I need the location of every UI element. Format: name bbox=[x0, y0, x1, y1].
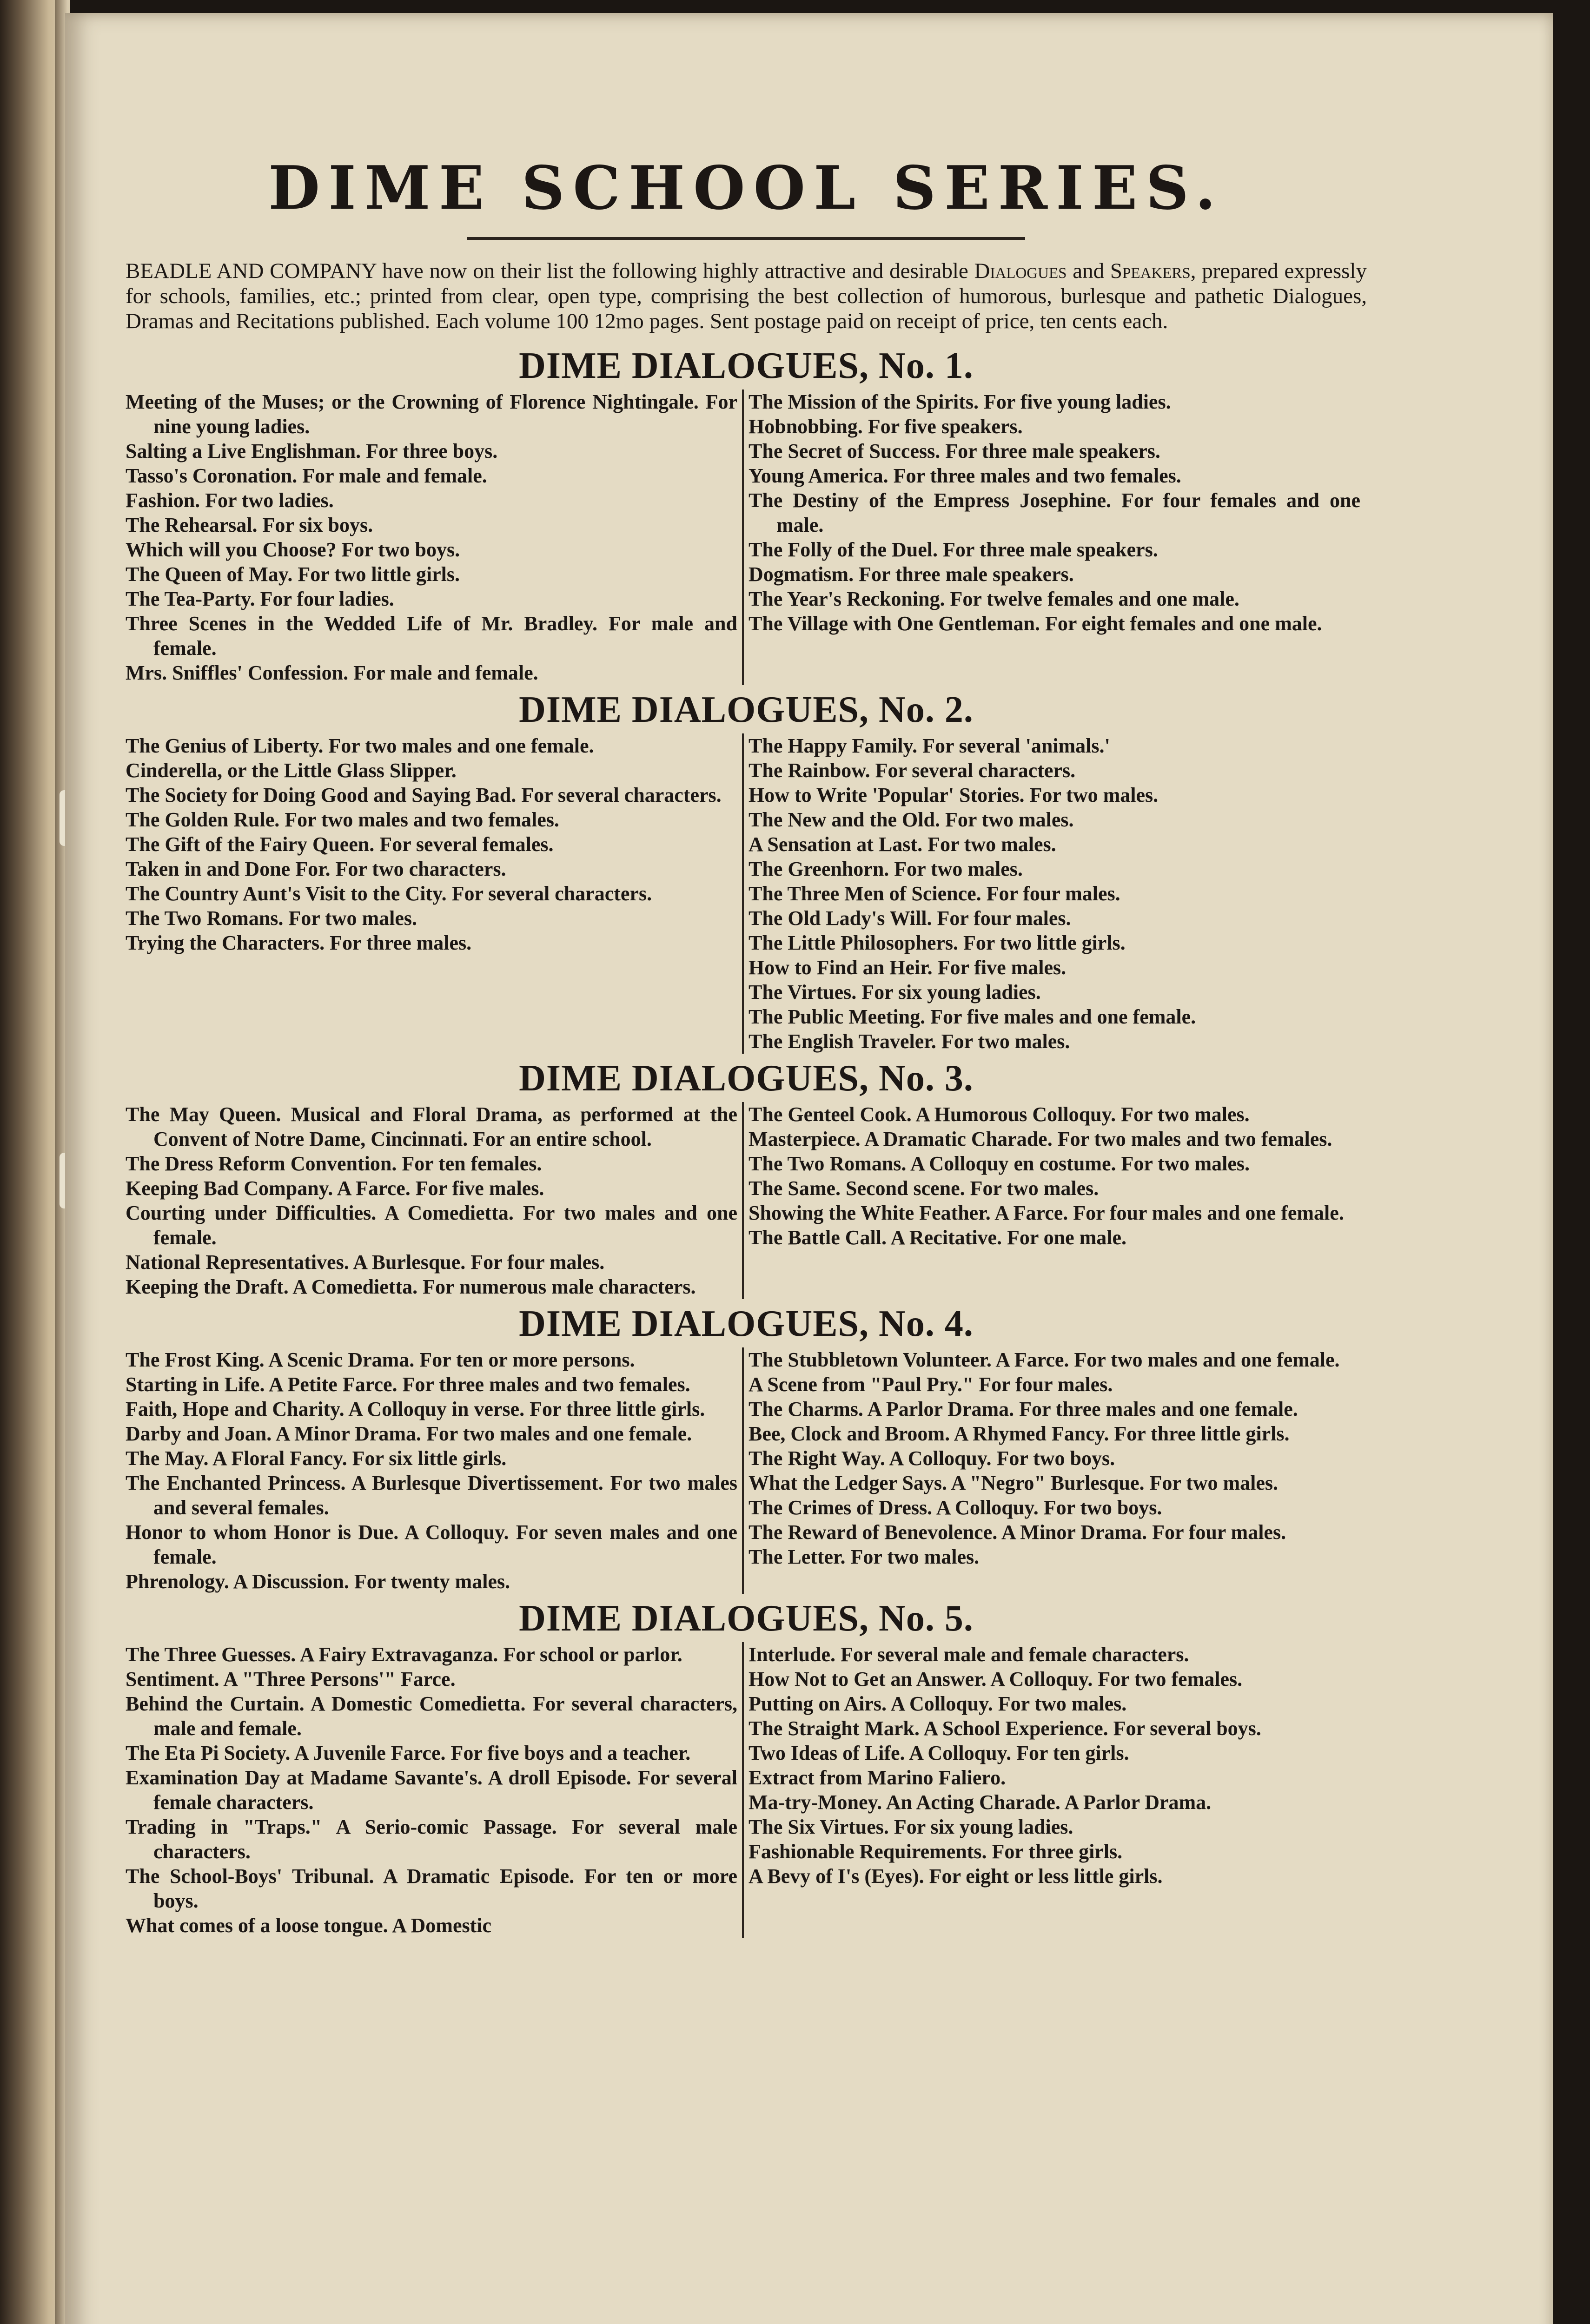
dialogue-entry: Starting in Life. A Petite Farce. For three males and two females. bbox=[126, 1373, 690, 1396]
dialogue-entry: The Rehearsal. For six boys. bbox=[126, 514, 373, 536]
dialogue-entry: Meeting of the Muses; or the Crowning of Florence Nightingale. For nine young ladies. bbox=[126, 390, 737, 438]
dialogue-entry: Examination Day at Madame Savante's. A droll Episode. For several female characters. bbox=[126, 1766, 737, 1814]
page-content bbox=[126, 149, 1367, 1938]
dialogue-entry: Two Ideas of Life. A Colloquy. For ten girls. bbox=[749, 1742, 1129, 1764]
dialogue-entry: The Crimes of Dress. A Colloquy. For two boys. bbox=[749, 1496, 1162, 1519]
dialogue-entry: The Enchanted Princess. A Burlesque Divertissement. For two males and several females. bbox=[126, 1472, 737, 1519]
dialogue-entry: The Genteel Cook. A Humorous Colloquy. For two males. bbox=[749, 1103, 1250, 1126]
dialogue-entry: A Sensation at Last. For two males. bbox=[749, 833, 1056, 856]
dialogue-entry: The Three Men of Science. For four males. bbox=[749, 882, 1120, 905]
intro-paragraph bbox=[126, 258, 1367, 334]
dialogue-entry: The Same. Second scene. For two males. bbox=[749, 1177, 1099, 1200]
dialogue-entry: The Public Meeting. For five males and one female. bbox=[749, 1005, 1196, 1028]
right-column bbox=[742, 390, 1360, 685]
right-column bbox=[742, 1102, 1360, 1299]
dialogue-entry: The Battle Call. A Recitative. For one male. bbox=[749, 1226, 1127, 1249]
dialogue-entry: The Queen of May. For two little girls. bbox=[126, 563, 460, 586]
dialogue-entry: The Secret of Success. For three male speakers. bbox=[749, 440, 1160, 462]
left-column bbox=[126, 1347, 742, 1594]
dialogue-entry: The Folly of the Duel. For three male speakers. bbox=[749, 538, 1158, 561]
dialogue-entry: Tasso's Coronation. For male and female. bbox=[126, 464, 487, 487]
dialogue-entry: The Straight Mark. A School Experience. For several boys. bbox=[749, 1717, 1261, 1740]
dialogue-entry: A Scene from "Paul Pry." For four males. bbox=[749, 1373, 1113, 1396]
dialogue-entry: The May. A Floral Fancy. For six little girls. bbox=[126, 1447, 507, 1470]
dialogue-entry: Behind the Curtain. A Domestic Comedietta. For several characters, male and female. bbox=[126, 1692, 737, 1740]
dialogue-entry: Darby and Joan. A Minor Drama. For two males and one female. bbox=[126, 1422, 692, 1445]
dialogue-entry: The Three Guesses. A Fairy Extravaganza. For school or parlor. bbox=[126, 1643, 682, 1666]
dialogue-entry: The Golden Rule. For two males and two females. bbox=[126, 808, 559, 831]
dialogue-entry: Salting a Live Englishman. For three boys. bbox=[126, 440, 498, 462]
dialogue-entry: The Six Virtues. For six young ladies. bbox=[749, 1816, 1073, 1838]
dialogue-entry: Hobnobbing. For five speakers. bbox=[749, 415, 1023, 438]
dialogue-entry: The Genius of Liberty. For two males and one female. bbox=[126, 734, 594, 757]
two-column-list bbox=[126, 1347, 1367, 1594]
dialogue-entry: The Stubbletown Volunteer. A Farce. For two males and one female. bbox=[749, 1348, 1340, 1371]
intro-speakers: Speakers bbox=[1110, 259, 1191, 283]
dialogue-entry: Trading in "Traps." A Serio-comic Passage. For several male characters. bbox=[126, 1816, 737, 1863]
dialogue-entry: The Village with One Gentleman. For eight females and one male. bbox=[749, 612, 1322, 635]
dialogue-entry: The Mission of the Spirits. For five young ladies. bbox=[749, 390, 1171, 413]
dialogue-entry: The School-Boys' Tribunal. A Dramatic Episode. For ten or more boys. bbox=[126, 1865, 737, 1912]
dialogue-entry: A Bevy of I's (Eyes). For eight or less little girls. bbox=[749, 1865, 1163, 1888]
dialogue-entry: The English Traveler. For two males. bbox=[749, 1030, 1070, 1053]
dialogue-entry: Faith, Hope and Charity. A Colloquy in verse. For three little girls. bbox=[126, 1398, 705, 1420]
dialogue-entry: The Tea-Party. For four ladies. bbox=[126, 588, 394, 610]
intro-text-c: , prepared expressly for schools, families, etc.; printed from clear, open type, comprising the best collection of humorous, burlesque and pathetic Dialogues, Dramas and Recitations published. Each volume 100 12mo pages. Sent postage paid on receipt of price, ten cents each. bbox=[126, 259, 1367, 333]
dialogue-entry: Taken in and Done For. For two characters. bbox=[126, 858, 506, 880]
dialogue-entry: Young America. For three males and two females. bbox=[749, 464, 1181, 487]
left-column bbox=[126, 1642, 742, 1938]
two-column-list bbox=[126, 733, 1367, 1054]
dialogue-entry: The Society for Doing Good and Saying Bad. For several characters. bbox=[126, 784, 722, 806]
dialogue-entry: The Gift of the Fairy Queen. For several females. bbox=[126, 833, 554, 856]
dialogue-entry: Keeping Bad Company. A Farce. For five males. bbox=[126, 1177, 544, 1200]
dialogue-entry: Phrenology. A Discussion. For twenty males. bbox=[126, 1570, 510, 1593]
dialogue-entry: The May Queen. Musical and Floral Drama, as performed at the Convent of Notre Dame, Cincinnati. For an entire school. bbox=[126, 1103, 737, 1150]
dialogue-entry: Extract from Marino Faliero. bbox=[749, 1766, 1006, 1789]
intro-dialogues: Dialogues bbox=[974, 259, 1067, 283]
dialogue-entry: Dogmatism. For three male speakers. bbox=[749, 563, 1074, 586]
dialogue-entry: Sentiment. A "Three Persons'" Farce. bbox=[126, 1668, 456, 1690]
dialogue-entry: The Frost King. A Scenic Drama. For ten or more persons. bbox=[126, 1348, 635, 1371]
dialogue-entry: Trying the Characters. For three males. bbox=[126, 931, 472, 954]
dialogue-entry: The Greenhorn. For two males. bbox=[749, 858, 1023, 880]
dialogue-entry: The New and the Old. For two males. bbox=[749, 808, 1074, 831]
section-title: DIME DIALOGUES, No. 3. bbox=[519, 1058, 974, 1099]
dialogue-entry: The Eta Pi Society. A Juvenile Farce. For five boys and a teacher. bbox=[126, 1742, 691, 1764]
dialogue-entry: The Old Lady's Will. For four males. bbox=[749, 907, 1071, 930]
dialogue-entry: Ma-try-Money. An Acting Charade. A Parlor Drama. bbox=[749, 1791, 1212, 1814]
dialogue-entry: The Letter. For two males. bbox=[749, 1545, 980, 1568]
dialogue-entry: The Little Philosophers. For two little girls. bbox=[749, 931, 1126, 954]
dialogue-entry: Bee, Clock and Broom. A Rhymed Fancy. For three little girls. bbox=[749, 1422, 1290, 1445]
dialogue-entry: Mrs. Sniffles' Confession. For male and female. bbox=[126, 661, 538, 684]
two-column-list bbox=[126, 390, 1367, 685]
dialogue-entry: Honor to whom Honor is Due. A Colloquy. For seven males and one female. bbox=[126, 1521, 737, 1568]
dialogue-entry: The Reward of Benevolence. A Minor Drama. For four males. bbox=[749, 1521, 1286, 1544]
dialogue-entry: How to Write 'Popular' Stories. For two males. bbox=[749, 784, 1159, 806]
dialogue-entry: How to Find an Heir. For five males. bbox=[749, 956, 1067, 979]
dialogue-entry: Showing the White Feather. A Farce. For four males and one female. bbox=[749, 1202, 1344, 1224]
dialogue-entry: The Rainbow. For several characters. bbox=[749, 759, 1076, 782]
dialogue-entry: What comes of a loose tongue. A Domestic bbox=[126, 1914, 492, 1937]
dialogue-entry: The Country Aunt's Visit to the City. For several characters. bbox=[126, 882, 652, 905]
dialogue-entry: The Virtues. For six young ladies. bbox=[749, 981, 1041, 1004]
section-title: DIME DIALOGUES, No. 2. bbox=[519, 689, 974, 730]
left-column bbox=[126, 390, 742, 685]
dialogue-entry: Courting under Difficulties. A Comedietta. For two males and one female. bbox=[126, 1202, 737, 1249]
page-title: DIME SCHOOL SERIES. bbox=[268, 153, 1224, 223]
left-column bbox=[126, 1102, 742, 1299]
right-column bbox=[742, 1347, 1360, 1594]
section-title: DIME DIALOGUES, No. 5. bbox=[519, 1598, 974, 1639]
dialogue-entry: Fashionable Requirements. For three girls. bbox=[749, 1840, 1123, 1863]
two-column-list bbox=[126, 1642, 1367, 1938]
dialogue-entry: The Dress Reform Convention. For ten females. bbox=[126, 1152, 542, 1175]
right-column bbox=[742, 733, 1360, 1054]
dialogue-entry: The Two Romans. A Colloquy en costume. For two males. bbox=[749, 1152, 1250, 1175]
section-title: DIME DIALOGUES, No. 4. bbox=[519, 1303, 974, 1344]
section-title: DIME DIALOGUES, No. 1. bbox=[519, 345, 974, 386]
dialogue-entry: The Two Romans. For two males. bbox=[126, 907, 417, 930]
dialogue-entry: Putting on Airs. A Colloquy. For two males. bbox=[749, 1692, 1127, 1715]
publisher-name: BEADLE AND COMPANY bbox=[126, 259, 377, 283]
two-column-list bbox=[126, 1102, 1367, 1299]
dialogue-entry: Cinderella, or the Little Glass Slipper. bbox=[126, 759, 457, 782]
left-column bbox=[126, 733, 742, 1054]
dialogue-entry: Fashion. For two ladies. bbox=[126, 489, 334, 512]
dialogue-sections bbox=[126, 344, 1367, 1938]
dialogue-entry: The Charms. A Parlor Drama. For three males and one female. bbox=[749, 1398, 1298, 1420]
dialogue-entry: What the Ledger Says. A "Negro" Burlesque. For two males. bbox=[749, 1472, 1279, 1494]
dialogue-entry: Keeping the Draft. A Comedietta. For numerous male characters. bbox=[126, 1275, 696, 1298]
dialogue-entry: Three Scenes in the Wedded Life of Mr. Bradley. For male and female. bbox=[126, 612, 737, 660]
dialogue-entry: The Year's Reckoning. For twelve females and one male. bbox=[749, 588, 1239, 610]
dialogue-entry: How Not to Get an Answer. A Colloquy. For two females. bbox=[749, 1668, 1243, 1690]
dialogue-entry: Interlude. For several male and female characters. bbox=[749, 1643, 1189, 1666]
dialogue-entry: The Happy Family. For several 'animals.' bbox=[749, 734, 1110, 757]
dialogue-entry: The Destiny of the Empress Josephine. For four females and one male. bbox=[749, 489, 1360, 536]
title-rule bbox=[467, 237, 1025, 240]
right-column bbox=[742, 1642, 1360, 1938]
dialogue-entry: Which will you Choose? For two boys. bbox=[126, 538, 460, 561]
dialogue-entry: The Right Way. A Colloquy. For two boys. bbox=[749, 1447, 1115, 1470]
dialogue-entry: Masterpiece. A Dramatic Charade. For two males and two females. bbox=[749, 1128, 1332, 1150]
dialogue-entry: National Representatives. A Burlesque. For four males. bbox=[126, 1251, 605, 1274]
intro-text-b: and bbox=[1067, 259, 1110, 283]
intro-text-a: have now on their list the following highly attractive and desirable bbox=[376, 259, 974, 283]
